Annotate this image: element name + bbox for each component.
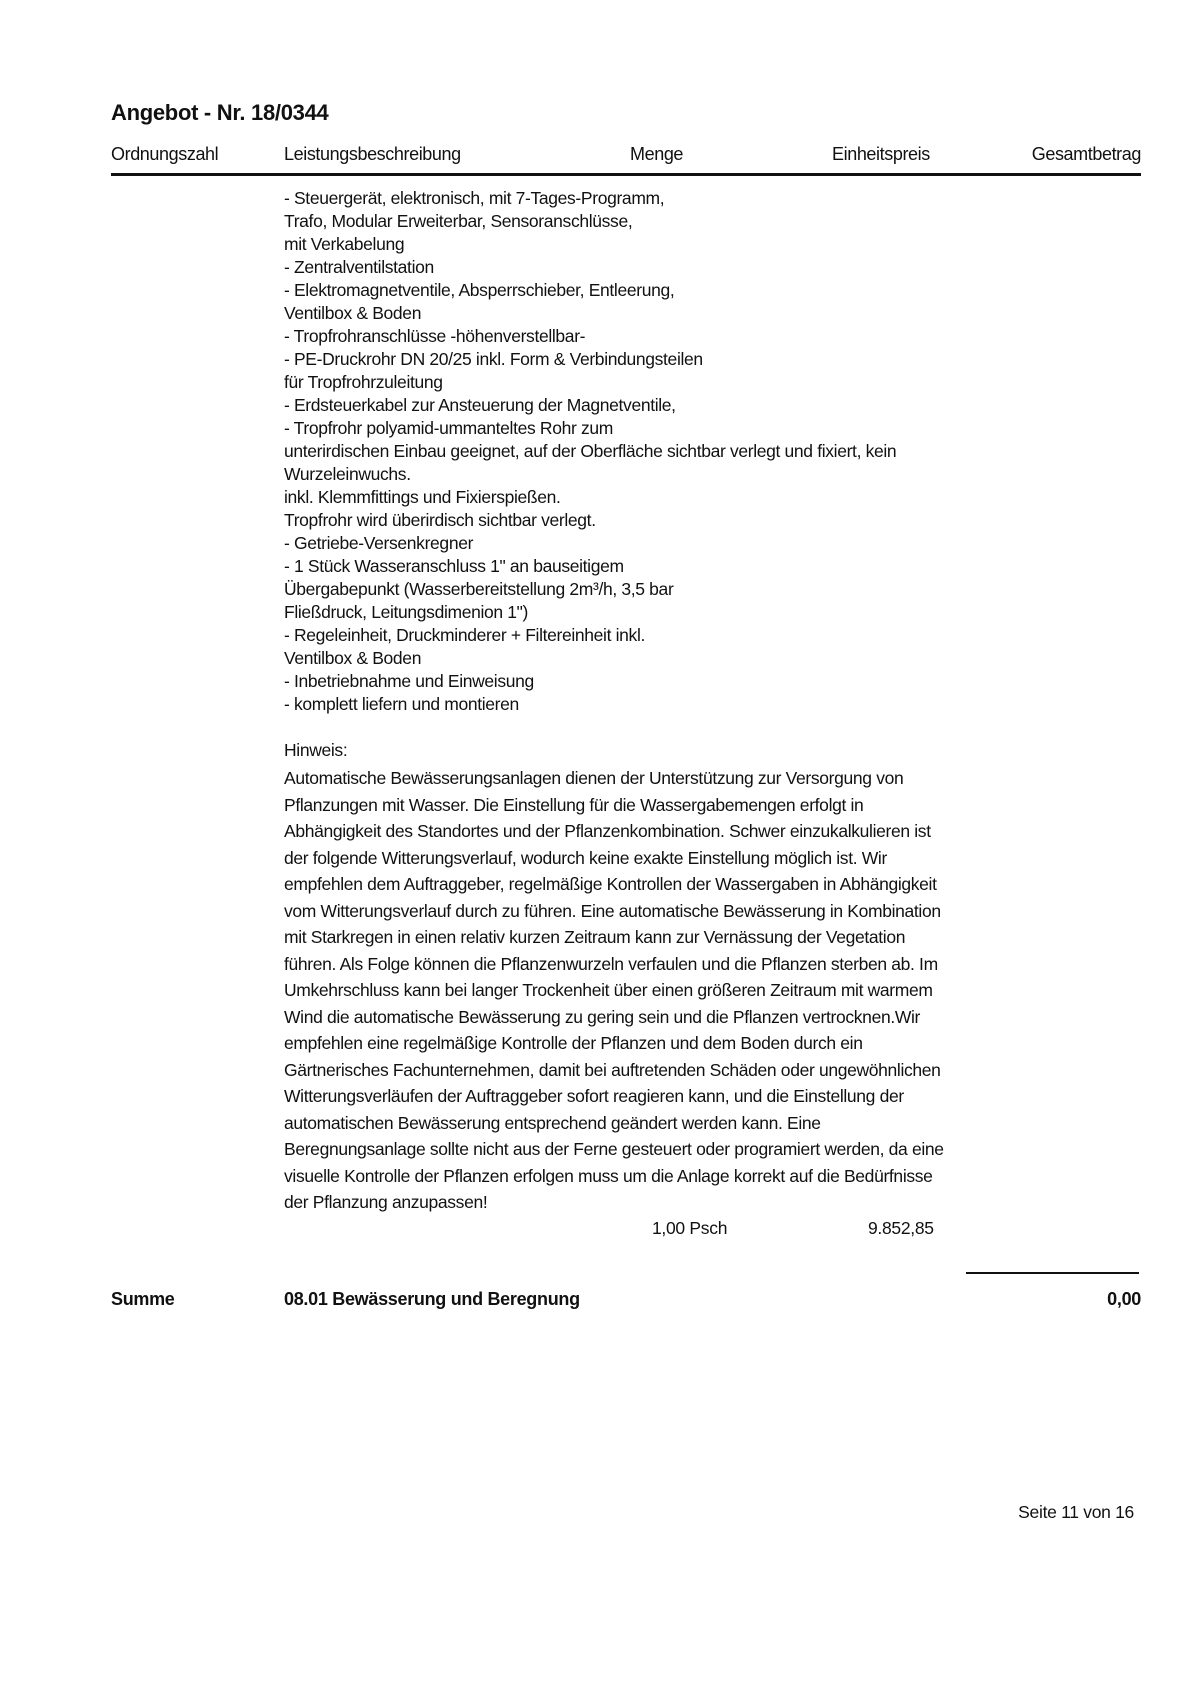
description-line: - komplett liefern und montieren (284, 694, 519, 714)
hint-line: Wind die automatische Bewässerung zu gering sein und die Pflanzen vertrocknen.Wir (284, 1006, 921, 1027)
sum-label: Summe (111, 1289, 175, 1309)
hint-line: führen. Als Folge können die Pflanzenwurzeln verfaulen und die Pflanzen sterben ab. Im (284, 953, 938, 974)
hint-line: vom Witterungsverlauf durch zu führen. Eine automatische Bewässerung in Kombination (284, 900, 941, 921)
hint-line: Gärtnerisches Fachunternehmen, damit bei auftretenden Schäden oder ungewöhnlichen (284, 1059, 941, 1080)
sum-divider (966, 1272, 1139, 1274)
hint-line: der Pflanzung anzupassen! (284, 1192, 488, 1212)
header-divider (111, 173, 1141, 176)
sum-amount: 0,00 (1107, 1289, 1141, 1309)
hint-paragraph (284, 765, 944, 1216)
hint-line: der folgende Witterungsverlauf, wodurch keine exakte Einstellung möglich ist. Wir (284, 847, 887, 868)
description-line: - Tropfrohranschlüsse -höhenverstellbar- (284, 326, 586, 346)
hint-line: visuelle Kontrolle der Pflanzen erfolgen muss um die Anlage korrekt auf die Bedürfnisse (284, 1165, 933, 1186)
description-line: - Erdsteuerkabel zur Ansteuerung der Magnetventile, (284, 395, 676, 415)
column-header-leistung: Leistungsbeschreibung (284, 144, 461, 164)
description-line: - PE-Druckrohr DN 20/25 inkl. Form & Verbindungsteilen (284, 349, 703, 369)
description-line: - Tropfrohr polyamid-ummanteltes Rohr zum (284, 418, 613, 438)
column-header-gesamtbetrag: Gesamtbetrag (1031, 144, 1141, 164)
description-line: - 1 Stück Wasseranschluss 1" an bauseitigem (284, 556, 624, 576)
quantity: 1,00 Psch (652, 1218, 728, 1238)
description-line: Wurzeleinwuchs. (284, 464, 411, 484)
sum-description: 08.01 Bewässerung und Beregnung (284, 1289, 580, 1309)
hint-line: Automatische Bewässerungsanlagen dienen der Unterstützung zur Versorgung von (284, 768, 904, 788)
unit-price: 9.852,85 (868, 1218, 934, 1238)
description-line: inkl. Klemmfittings und Fixierspießen. (284, 487, 561, 507)
hint-line: mit Starkregen in einen relativ kurzen Zeitraum kann zur Vernässung der Vegetation (284, 927, 906, 947)
hint-line: Pflanzungen mit Wasser. Die Einstellung für die Wassergabemengen erfolgt in (284, 794, 864, 815)
description-line: - Regeleinheit, Druckminderer + Filtereinheit inkl. (284, 625, 645, 645)
description-line: unterirdischen Einbau geeignet, auf der Oberfläche sichtbar verlegt und fixiert, kein (284, 441, 897, 461)
description-line: - Steuergerät, elektronisch, mit 7-Tages-Programm, (284, 188, 665, 208)
page-number: Seite 11 von 16 (1018, 1502, 1134, 1522)
description-line: Trafo, Modular Erweiterbar, Sensoranschlüsse, (284, 211, 633, 231)
service-description (284, 187, 896, 716)
description-line: mit Verkabelung (284, 234, 405, 254)
hint-line: Beregnungsanlage sollte nicht aus der Ferne gesteuert oder programiert werden, da eine (284, 1139, 944, 1159)
hint-line: Abhängigkeit des Standortes und der Pflanzenkombination. Schwer einzukalkulieren ist (284, 821, 931, 841)
hint-line: empfehlen dem Auftraggeber, regelmäßige Kontrollen der Wassergaben in Abhängigkeit (284, 874, 937, 894)
description-line: - Getriebe-Versenkregner (284, 533, 474, 553)
hint-line: empfehlen eine regelmäßige Kontrolle der Pflanzen und dem Boden durch ein (284, 1033, 863, 1053)
description-line: Übergabepunkt (Wasserbereitstellung 2m³/h, 3,5 bar (284, 579, 674, 599)
description-line: - Zentralventilstation (284, 257, 434, 277)
column-header-ordnungszahl: Ordnungszahl (111, 144, 219, 164)
document-title: Angebot - Nr. 18/0344 (111, 100, 329, 125)
hint-line: automatischen Bewässerung entsprechend geändert werden kann. Eine (284, 1112, 821, 1133)
description-line: Ventilbox & Boden (284, 303, 422, 323)
hint-label: Hinweis: (284, 740, 348, 760)
description-line: - Elektromagnetventile, Absperrschieber, Entleerung, (284, 280, 675, 300)
column-header-menge: Menge (630, 144, 684, 164)
description-line: Fließdruck, Leitungsdimenion 1") (284, 602, 529, 622)
column-header-einheitspreis: Einheitspreis (832, 144, 930, 164)
description-line: Ventilbox & Boden (284, 648, 422, 668)
description-line: - Inbetriebnahme und Einweisung (284, 671, 534, 691)
description-line: Tropfrohr wird überirdisch sichtbar verlegt. (284, 510, 596, 530)
hint-line: Umkehrschluss kann bei langer Trockenheit über einen größeren Zeitraum mit warmem (284, 980, 933, 1000)
hint-line: Witterungsverläufen der Auftraggeber sofort reagieren kann, und die Einstellung der (284, 1086, 904, 1106)
description-line: für Tropfrohrzuleitung (284, 372, 443, 392)
